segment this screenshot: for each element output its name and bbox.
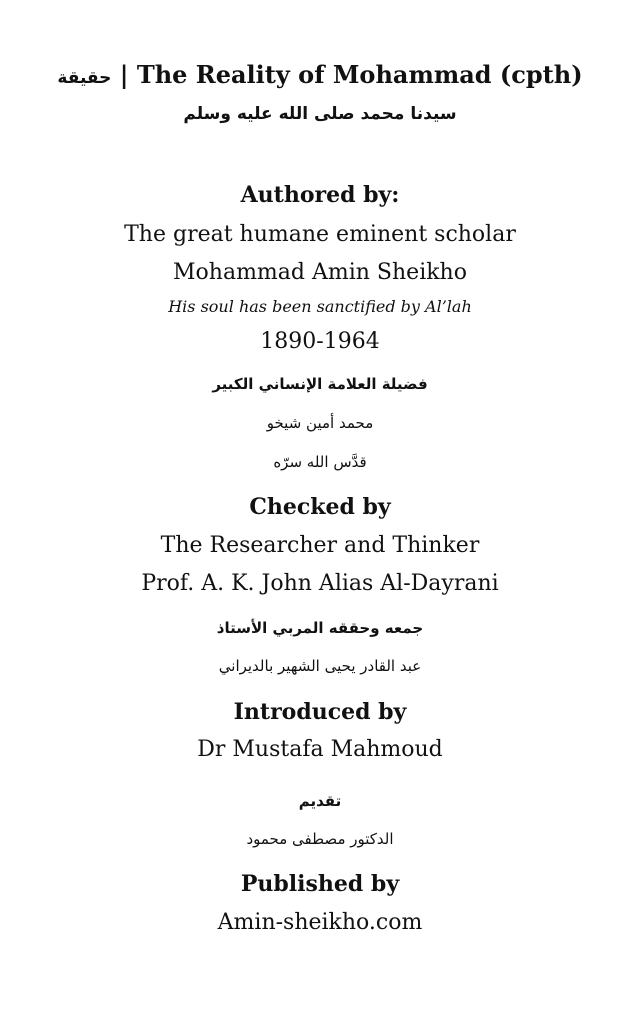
publisher-website: Amin-sheikho.com [217, 910, 423, 935]
checked-by-heading: Checked by [249, 494, 391, 520]
checker-name: Prof. A. K. John Alias Al-Dayrani [141, 571, 499, 596]
author-description: The great humane eminent scholar [124, 222, 516, 247]
introduced-by-heading: Introduced by [233, 699, 407, 725]
author-name: Mohammad Amin Sheikho [173, 260, 467, 285]
checker-name-arabic: عبد القادر يحيى الشهير بالديراني [218, 657, 422, 675]
introducer-title-arabic: تقديم [298, 792, 342, 810]
checker-description: The Researcher and Thinker [160, 533, 480, 558]
author-blessing-arabic: قدَّس الله سرّه [273, 453, 367, 471]
author-blessing: His soul has been sanctified by Al’lah [168, 297, 472, 316]
published-by-heading: Published by [240, 871, 400, 897]
checker-title-arabic: جمعه وحققه المربي الأستاذ [216, 619, 424, 637]
author-years: 1890-1964 [260, 329, 380, 354]
authored-by-heading: Authored by: [240, 182, 400, 208]
introducer-name: Dr Mustafa Mahmoud [197, 737, 443, 762]
title-english: The Reality of Mohammad (cpth) [136, 60, 583, 89]
page-title [0, 60, 640, 89]
subtitle-arabic: سيدنا محمد صلى الله عليه وسلم [183, 104, 457, 124]
introducer-name-arabic: الدكتور مصطفى محمود [246, 830, 394, 848]
author-title-arabic: فضيلة العلامة الإنساني الكبير [212, 375, 428, 393]
title-arabic: حقيقة [57, 68, 112, 88]
title-separator: | [119, 60, 129, 89]
author-name-arabic: محمد أمين شيخو [266, 414, 374, 432]
